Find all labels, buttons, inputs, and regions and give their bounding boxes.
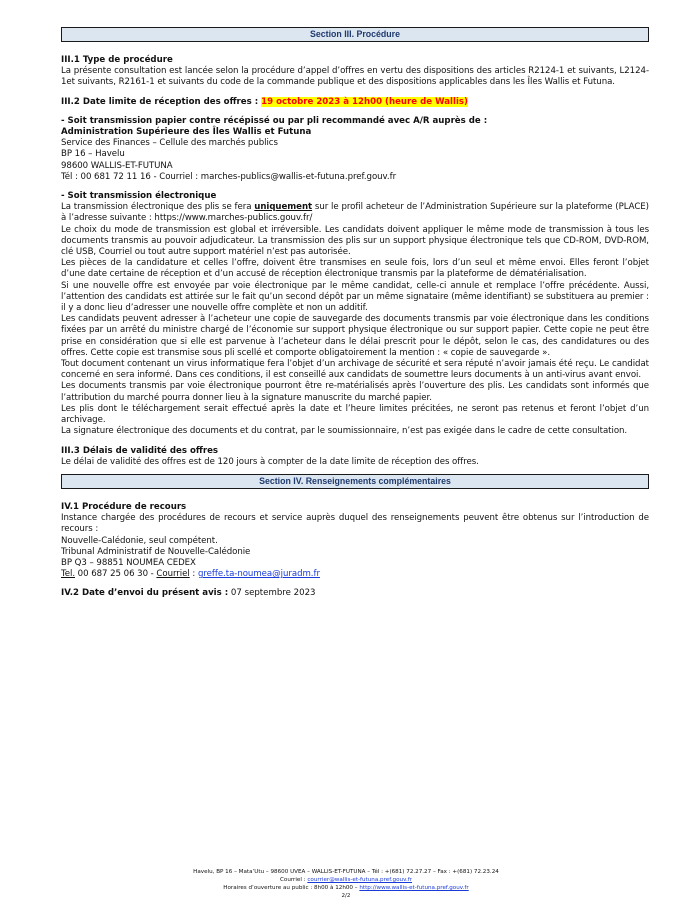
elec-heading: - Soit transmission électronique xyxy=(61,191,217,202)
iv2-value: 07 septembre 2023 xyxy=(228,588,316,599)
iii3-heading: III.3 Délais de validité des offres xyxy=(61,445,219,456)
elec-text: sur le profil acheteur de l’Administration Supérieure sur la plateforme (PLACE) à l’adresse suivante : https://www.marches-publics.gouv.fr/ xyxy=(61,202,649,224)
iii1-text: La présente consultation est lancée selon la procédure d’appel d’offres en vertu des dispositions des articles R2124-1 et suivants, L2124-1et suivants, R2161-1 et suivants du code de la commande publique et des dispositions applicables dans les Îles Wallis et Futuna. xyxy=(61,66,649,88)
iii3-text: Le délai de validité des offres est de 120 jours à compter de la date limite de réception des offres. xyxy=(61,456,479,467)
section-4-title: Section IV. Renseignements complémentaires xyxy=(61,474,649,489)
elec-emphasis: uniquement xyxy=(254,202,313,213)
elec-paragraph: Les candidats peuvent adresser à l’acheteur une copie de sauvegarde des documents transmis par voie électronique dans les conditions fixées par un arrêté du ministre chargé de l’économie sur support physique électronique ou sur support papier. Cette copie ne peut être prise en considération que si elle est parvenue à l’acheteur dans le délai prescrit pour le dépôt, selon le cas, des candidatures ou des offres. Cette copie est transmise sous pli scellé et comporte obligatoirement la mention : « copie de sauvegarde ». xyxy=(61,314,649,358)
iv1-line: Nouvelle-Calédonie, seul compétent. xyxy=(61,535,218,546)
paper-address-line: Service des Finances – Cellule des marchés publics xyxy=(61,138,278,149)
iv1-body xyxy=(61,513,649,580)
elec-paragraph: Les documents transmis par voie électronique pourront être re-matérialisés après l’ouverture des plis. Les candidats sont informés que l’attribution du marché pourra donner lieu à la signature manuscrite du marché papier. xyxy=(61,381,649,403)
elec-paragraph: Si une nouvelle offre est envoyée par voie électronique par le même candidat, celle-ci annule et remplace l’offre précédente. Aussi, l’attention des candidats est attirée sur le fait qu’un second dépôt par un même signataire (même identifiant) se substituera au premier : il y a donc lieu d’adresser une nouvelle offre complète et non un additif. xyxy=(61,280,649,314)
iii2-heading-label: III.2 Date limite de réception des offres : xyxy=(61,96,259,107)
iv2-heading xyxy=(61,588,649,599)
mail-sep: : xyxy=(189,569,198,580)
iv1-line: BP Q3 – 98851 NOUMEA CEDEX xyxy=(61,557,196,568)
iv1-heading: IV.1 Procédure de recours xyxy=(61,501,187,512)
page-number: 2/2 xyxy=(341,893,351,899)
elec-paragraph: Le choix du mode de transmission est global et irréversible. Les candidats doivent appliquer le même mode de transmission à tous les documents transmis au pouvoir adjudicateur. La transmission des plis sur un support physique électronique tels que CD-ROM, DVD-ROM, clé USB, Courriel ou tout autre support matériel n’est pas autorisée. xyxy=(61,224,649,258)
iv1-line: Tribunal Administratif de Nouvelle-Calédonie xyxy=(61,546,251,557)
mail-label: Courriel xyxy=(156,569,190,580)
paper-address xyxy=(61,138,649,183)
paper-address-line: 98600 WALLIS-ET-FUTUNA xyxy=(61,160,173,171)
elec-paragraph: La signature électronique des documents et du contrat, par le soumissionnaire, n’est pas exigée dans le cadre de cette consultation. xyxy=(61,426,628,437)
iv1-contact-line xyxy=(61,569,649,580)
elec-text: La transmission électronique des plis se fera xyxy=(61,202,255,213)
footer-email-line xyxy=(0,876,692,884)
iii2-heading xyxy=(61,97,649,108)
footer-website-link[interactable]: http://www.wallis-et-futuna.pref.gouv.fr xyxy=(359,885,469,891)
paper-contact-line: Tél : 00 681 72 11 16 - Courriel : marches-publics@wallis-et-futuna.pref.gouv.fr xyxy=(61,171,397,182)
page-footer xyxy=(0,868,692,900)
tribunal-email-link[interactable]: greffe.ta-noumea@juradm.fr xyxy=(197,569,320,580)
elec-paragraph: Les pièces de la candidature et celles l’offre, doivent être transmises en seule fois, lors d’un seul et même envoi. Elles feront l’objet d’une date certaine de réception et d’un accusé de réception électronique transmis par la plateforme de dématérialisation. xyxy=(61,258,649,280)
page-content xyxy=(61,27,649,600)
elec-paragraph: Tout document contenant un virus informatique fera l’objet d’un archivage de sécurité et sera réputé n’avoir jamais été reçu. Le candidat concerné en sera informé. Dans ces conditions, il est conseillé aux candidats de soumettre leurs documents à un anti-virus avant envoi. xyxy=(61,359,649,381)
tel-value: 00 687 25 06 30 - xyxy=(75,569,157,580)
elec-paragraph xyxy=(61,202,649,224)
footer-address: Havelu, BP 16 – Mata’Utu – 98600 UVEA – WALLIS-ET-FUTUNA – Tél : +(681) 72.27.27 – Fax : +(681) 72.23.24 xyxy=(193,869,499,875)
iv2-label: IV.2 Date d’envoi du présent avis : xyxy=(61,588,229,599)
footer-hours-label: Horaires d’ouverture au public : 8h00 à 12h00 – xyxy=(223,885,360,891)
section-3-title: Section III. Procédure xyxy=(61,27,649,42)
tel-label: Tel. xyxy=(61,569,75,580)
deadline-highlight: 19 octobre 2023 à 12h00 (heure de Wallis) xyxy=(261,96,468,107)
paper-heading: - Soit transmission papier contre récépissé ou par pli recommandé avec A/R auprès de : xyxy=(61,115,488,126)
paper-org: Administration Supérieure des Îles Wallis et Futuna xyxy=(61,127,312,138)
paper-address-line: BP 16 – Havelu xyxy=(61,149,125,160)
iv1-line: Instance chargée des procédures de recours et service auprès duquel des renseignements peuvent être obtenus sur l’introduction de recours : xyxy=(61,513,649,535)
footer-email-label: Courriel : xyxy=(279,877,308,883)
footer-hours-line xyxy=(0,884,692,892)
elec-paragraph: Les plis dont le téléchargement serait effectué après la date et l’heure limites précitées, ne seront pas retenus et feront l’objet d’un archivage. xyxy=(61,403,649,426)
iii1-heading: III.1 Type de procédure xyxy=(61,55,173,65)
footer-email-link[interactable]: courrier@wallis-et-futuna.pref.gouv.fr xyxy=(307,877,412,883)
